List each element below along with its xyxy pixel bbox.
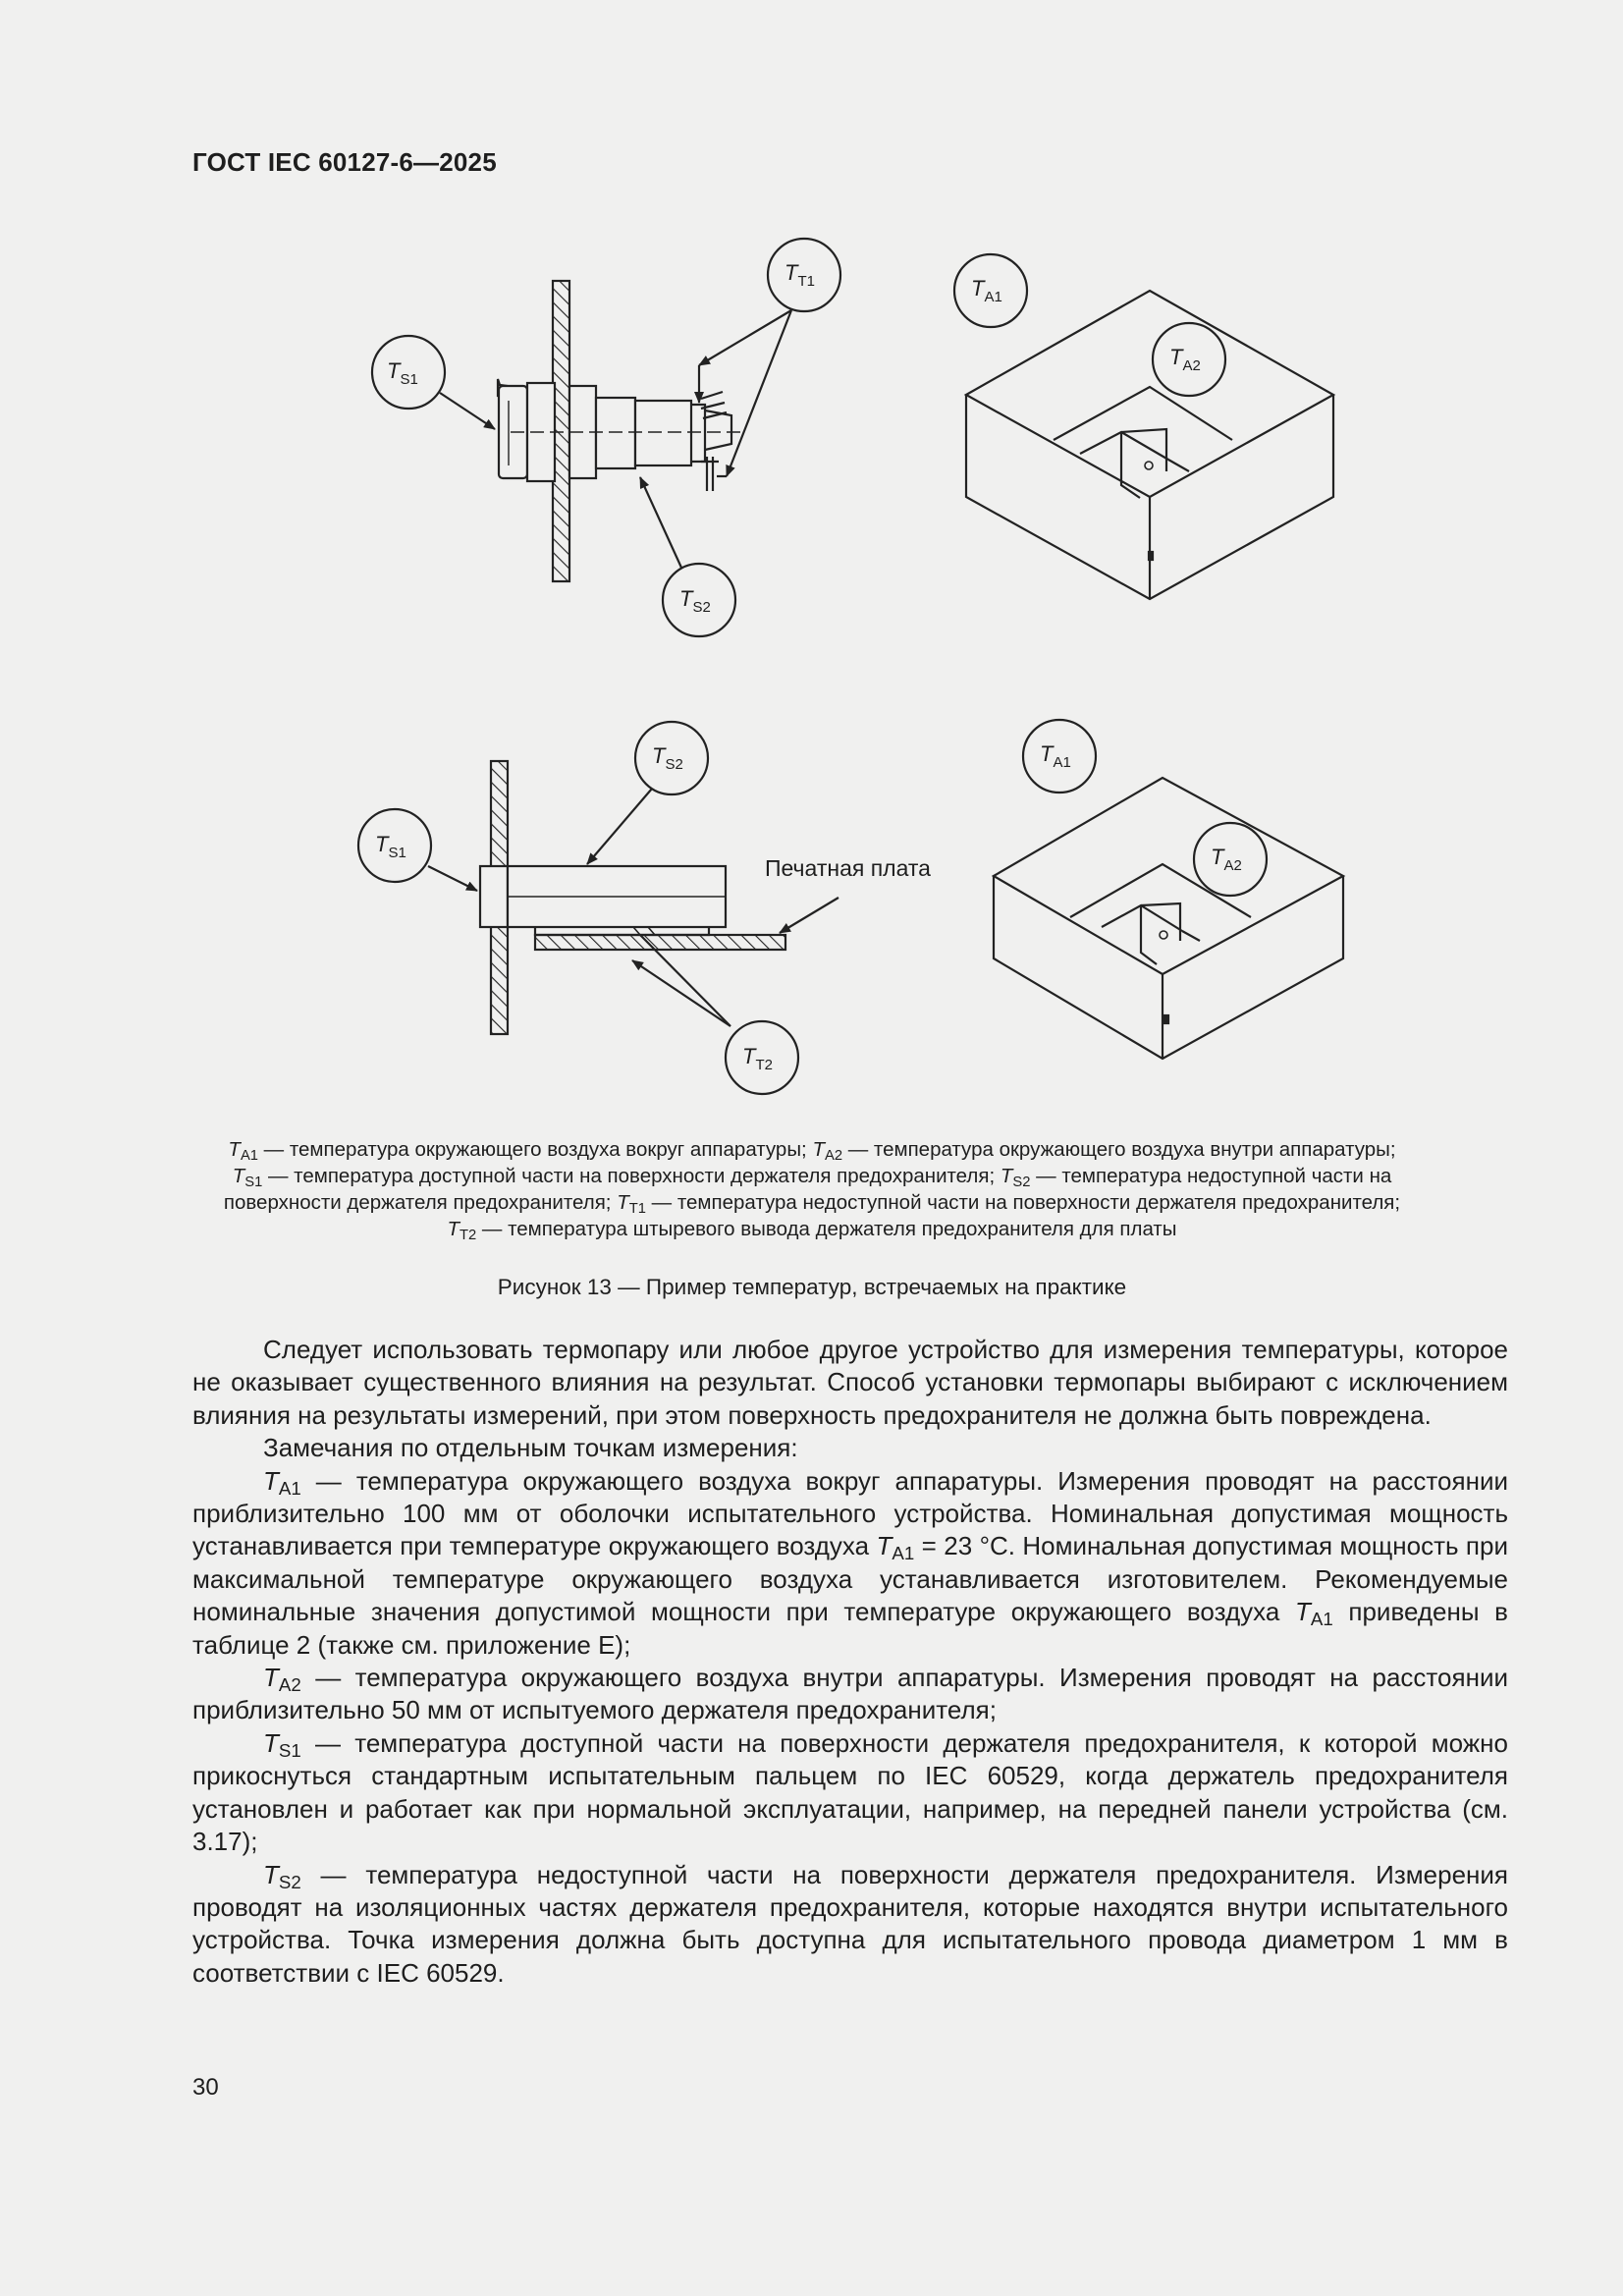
box-drawing-top xyxy=(966,291,1333,599)
paragraph-ts2: $T_{S2}$ — температура недоступной части на поверхности держателя предохранителя. Измерения проводят на изоляционных частях держателя предохранителя, которые находятся внутри испытательного устройства. Точка измерения должна быть доступна для испытательного провода диаметром 1 мм в соответствии с IEC 60529. xyxy=(192,1859,1508,1988)
tt1-top-text: $T_{T1}$ xyxy=(784,260,815,290)
paragraph: Замечания по отдельным точкам измерения: xyxy=(263,1433,798,1463)
tt2-bottom-text: $T_{T2}$ xyxy=(742,1044,773,1073)
ts1-top-text: $T_{S1}$ xyxy=(387,358,418,388)
figure-caption: Рисунок 13 — Пример температур, встречаемых на практике xyxy=(497,1275,1127,1299)
paragraph: Следует использовать термопару или любое другое устройство для измерения температуры, которое не оказывает существенного влияния на результат. Способ установки термопары выбирают с исключением влияния на результаты измерений, при этом поверхность предохранителя не должна быть повреждена. xyxy=(192,1335,1508,1430)
box-drawing-bottom xyxy=(994,778,1343,1059)
pcb-label: Печатная плата xyxy=(765,855,931,881)
body-text xyxy=(192,1334,1508,1990)
panel-fuse-holder-drawing xyxy=(498,281,742,581)
ts2-bottom-text: $T_{S2}$ xyxy=(652,743,683,773)
figure-legend: $T_{A1}$ — температура окружающего воздуха вокруг аппаратуры; $T_{A2}$ — температура окружающего воздуха внутри аппаратуры; $T_{S1}$ — температура доступной части на поверхности держателя предохранителя; $T_{S2}$ — температура недоступной части на поверхности держателя предохранителя; $T_{T1}$ — температура недоступной части на поверхности держателя предохранителя; $T_{T2}$ — температура штыревого вывода держателя предохранителя для платы xyxy=(223,1138,1401,1244)
pcb-fuse-holder-drawing xyxy=(480,761,785,1034)
ts2-top-text: $T_{S2}$ xyxy=(679,586,711,616)
paragraph-ta2: $T_{A2}$ — температура окружающего воздуха внутри аппаратуры. Измерения проводят на расстоянии приблизительно 50 мм от испытуемого держателя предохранителя; xyxy=(192,1663,1508,1725)
ta2-top-text: $T_{A2}$ xyxy=(1169,345,1201,374)
ta2-bottom-text: $T_{A2}$ xyxy=(1211,845,1242,874)
ts1-bottom-text: $T_{S1}$ xyxy=(375,832,406,861)
figure-13 xyxy=(0,0,1623,1129)
ta1-bottom-text: $T_{A1}$ xyxy=(1040,741,1071,771)
document-header: ГОСТ IEC 60127-6—2025 xyxy=(192,147,497,177)
paragraph-ta1: $T_{A1}$ — температура окружающего воздуха вокруг аппаратуры. Измерения проводят на расстоянии приблизительно 100 мм от оболочки испытательного устройства. Номинальная допустимая мощность устанавливается при температуре окружающего воздуха $T_{A1} = 23$ °С. Номинальная допустимая мощность при максимальной температуре окружающего воздуха устанавливается изготовителем. Рекомендуемые номинальные значения допустимой мощности при температуре окружающего воздуха $T_{A1}$ приведены в таблице 2 (также см. приложение Е); xyxy=(192,1465,1508,1660)
paragraph-ts1: $T_{S1}$ — температура доступной части на поверхности держателя предохранителя, к которой можно прикоснуться стандартным испытательным пальцем по IEC 60529, когда держатель предохранителя установлен и работает как при нормальной эксплуатации, например, на передней панели устройства (см. 3.17); xyxy=(192,1727,1508,1857)
page-number: 30 xyxy=(192,2074,219,2101)
ta1-top-text: $T_{A1}$ xyxy=(971,276,1002,305)
